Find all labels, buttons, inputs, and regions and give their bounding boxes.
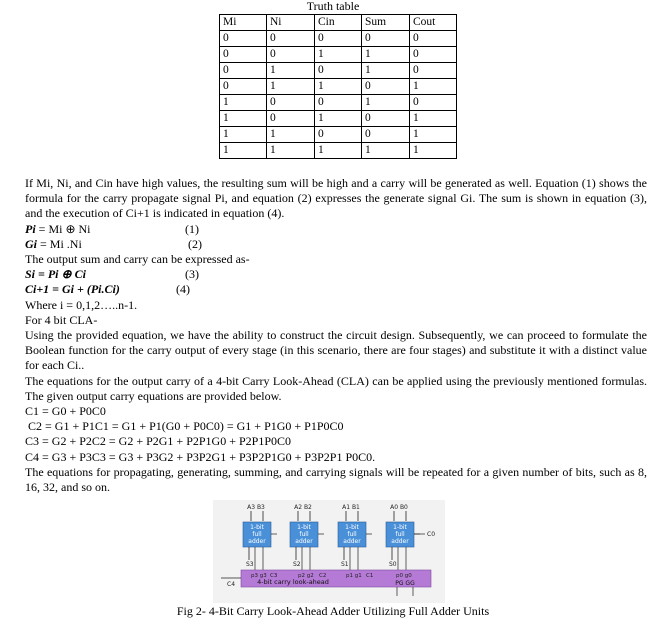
table-cell: 0 — [410, 95, 457, 111]
sum-label: S3 — [246, 561, 254, 568]
sum-label: S1 — [341, 561, 349, 568]
adder-input-label: A0 B0 — [390, 504, 408, 511]
body-text — [25, 176, 647, 495]
carry-eq-c1: C1 = G0 + P0C0 — [25, 404, 106, 419]
eq3-number: (3) — [185, 267, 199, 282]
bar-signal-label: C1 — [366, 573, 374, 579]
table-caption: Truth table — [306, 0, 360, 13]
eq1-number: (1) — [185, 221, 199, 236]
equation-2 — [25, 237, 647, 252]
equation-3 — [25, 267, 647, 282]
paragraph-carry: The equations for the output carry of a 4-bit Carry Look-Ahead (CLA) can be applied using the previously mentioned formulas. The given output carry equations are provided below. — [25, 373, 647, 403]
figure-caption: Fig 2- 4-Bit Carry Look-Ahead Adder Utilizing Full Adder Units — [176, 604, 490, 618]
adder-text: full — [299, 531, 309, 538]
eq2-number: (2) — [188, 236, 202, 251]
header-cell: Cout — [410, 15, 457, 31]
adder-text: full — [395, 531, 405, 538]
pg-gg-label: PG GG — [395, 580, 415, 587]
bar-signal-label: p3 g3 — [251, 573, 267, 579]
adder-input-label: A3 B3 — [247, 504, 265, 511]
table-cell: 0 — [267, 111, 315, 127]
paragraph-output: The output sum and carry can be expressed as- — [25, 252, 250, 267]
paragraph-design: Using the provided equation, we have the ability to construct the circuit design. Subsequently, we can proceed to formulate the Boolean function for the carry output of every stage (in this scenario, there are four stages) and substitute it with a distinct value for each Ci.. — [25, 328, 647, 373]
table-row — [220, 143, 457, 159]
adder-text: adder — [248, 538, 266, 545]
eq2-lhs: Gi — [25, 236, 37, 251]
paragraph-intro: If Mi, Ni, and Cin have high values, the resulting sum will be high and a carry will be generated as well. Equation (1) shows the formula for the carry propagate signal Pi, and equation (2) expresses the generate signal Gi. The sum is shown in equation (3), and the execution of Ci+1 is indicated in equation (4). — [25, 176, 647, 221]
bar-signal-label: p1 g1 — [346, 573, 362, 579]
carry-eq-c3: C3 = G2 + P2C2 = G2 + P2G1 + P2P1G0 + P2P1P0C0 — [25, 434, 291, 449]
header-cell: Sum — [362, 15, 410, 31]
table-row — [220, 79, 457, 95]
table-cell: 0 — [362, 31, 410, 47]
adder-text: adder — [391, 538, 409, 545]
table-cell: 0 — [267, 95, 315, 111]
equation-4 — [25, 282, 647, 297]
table-row — [220, 47, 457, 63]
eq3-text: Si = Pi ⊕ Ci — [25, 267, 86, 282]
eq4-text: Ci+1 = Gi + (Pi.Ci) — [25, 282, 120, 297]
table-header-row — [220, 15, 457, 31]
table-cell: 1 — [362, 47, 410, 63]
equation-1 — [25, 222, 647, 237]
adder-text: 1-bit — [250, 524, 264, 531]
table-cell: 1 — [410, 111, 457, 127]
table-cell: 0 — [220, 79, 267, 95]
table-row — [220, 127, 457, 143]
table-cell: 0 — [362, 79, 410, 95]
sum-label: S2 — [293, 561, 301, 568]
table-cell: 0 — [410, 31, 457, 47]
table-cell: 0 — [315, 63, 362, 79]
bar-signal-label: p2 g2 — [298, 573, 314, 579]
eq4-number: (4) — [176, 282, 190, 297]
table-cell: 1 — [410, 79, 457, 95]
header-cell: Cin — [315, 15, 362, 31]
table-cell: 1 — [362, 95, 410, 111]
figure-background — [213, 500, 445, 603]
table-cell: 0 — [267, 31, 315, 47]
adder-text: full — [252, 531, 262, 538]
truth-table — [219, 14, 457, 159]
bar-label: 4-bit carry look-ahead — [257, 578, 329, 586]
table-cell: 1 — [267, 143, 315, 159]
bar-signal-label: p0 g0 — [396, 573, 412, 579]
table-row — [220, 95, 457, 111]
cla-diagram — [213, 500, 445, 603]
bar-signal-label: C2 — [319, 573, 327, 579]
table-cell: 0 — [410, 63, 457, 79]
table-cell: 0 — [220, 47, 267, 63]
table-cell: 0 — [315, 127, 362, 143]
carry-eq-c4: C4 = G3 + P3C3 = G3 + P3G2 + P3P2G1 + P3P2P1G0 + P3P2P1 P0C0. — [25, 449, 376, 464]
eq2-rhs: = Mi .Ni — [37, 236, 82, 251]
adder-text: adder — [343, 538, 361, 545]
table-cell: 1 — [315, 47, 362, 63]
header-cell: Ni — [267, 15, 315, 31]
table-cell: 1 — [362, 143, 410, 159]
header-cell: Mi — [220, 15, 267, 31]
table-cell: 1 — [220, 143, 267, 159]
adder-text: full — [347, 531, 357, 538]
table-cell: 0 — [267, 47, 315, 63]
table-cell: 1 — [267, 79, 315, 95]
adder-text: 1-bit — [393, 524, 407, 531]
where-line: Where i = 0,1,2…..n-1. — [25, 297, 138, 312]
table-cell: 0 — [362, 127, 410, 143]
c4-label: C4 — [227, 581, 236, 588]
table-cell: 1 — [220, 127, 267, 143]
table-cell: 1 — [315, 111, 362, 127]
adder-text: 1-bit — [345, 524, 359, 531]
eq1-lhs: Pi — [25, 221, 36, 236]
table-row — [220, 111, 457, 127]
adder-text: adder — [295, 538, 313, 545]
adder-input-label: A1 B1 — [342, 504, 360, 511]
table-cell: 1 — [410, 127, 457, 143]
table-cell: 0 — [315, 31, 362, 47]
adder-text: 1-bit — [297, 524, 311, 531]
sum-label: S0 — [389, 561, 397, 568]
table-cell: 1 — [315, 79, 362, 95]
table-cell: 0 — [220, 63, 267, 79]
table-cell: 1 — [315, 143, 362, 159]
table-cell: 1 — [220, 111, 267, 127]
table-cell: 1 — [220, 95, 267, 111]
table-cell: 0 — [362, 111, 410, 127]
bar-signal-label: C3 — [270, 573, 278, 579]
for-4-bit-line: For 4 bit CLA- — [25, 312, 98, 327]
table-cell: 1 — [267, 127, 315, 143]
table-cell: 0 — [315, 95, 362, 111]
table-cell: 1 — [410, 143, 457, 159]
table-cell: 1 — [362, 63, 410, 79]
eq1-rhs: = Mi ⊕ Ni — [35, 221, 91, 236]
paragraph-repeat: The equations for propagating, generating, summing, and carrying signals will be repeated for a given number of bits, such as 8, 16, 32, and so on. — [25, 464, 647, 495]
carry-eq-c2: C2 = G1 + P1C1 = G1 + P1(G0 + P0C0) = G1 + P1G0 + P1P0C0 — [25, 419, 344, 434]
table-row — [220, 63, 457, 79]
table-cell: 0 — [410, 47, 457, 63]
table-cell: 0 — [220, 31, 267, 47]
adder-input-label: A2 B2 — [294, 504, 312, 511]
c0-label: C0 — [427, 531, 436, 538]
table-cell: 1 — [267, 63, 315, 79]
table-row — [220, 31, 457, 47]
